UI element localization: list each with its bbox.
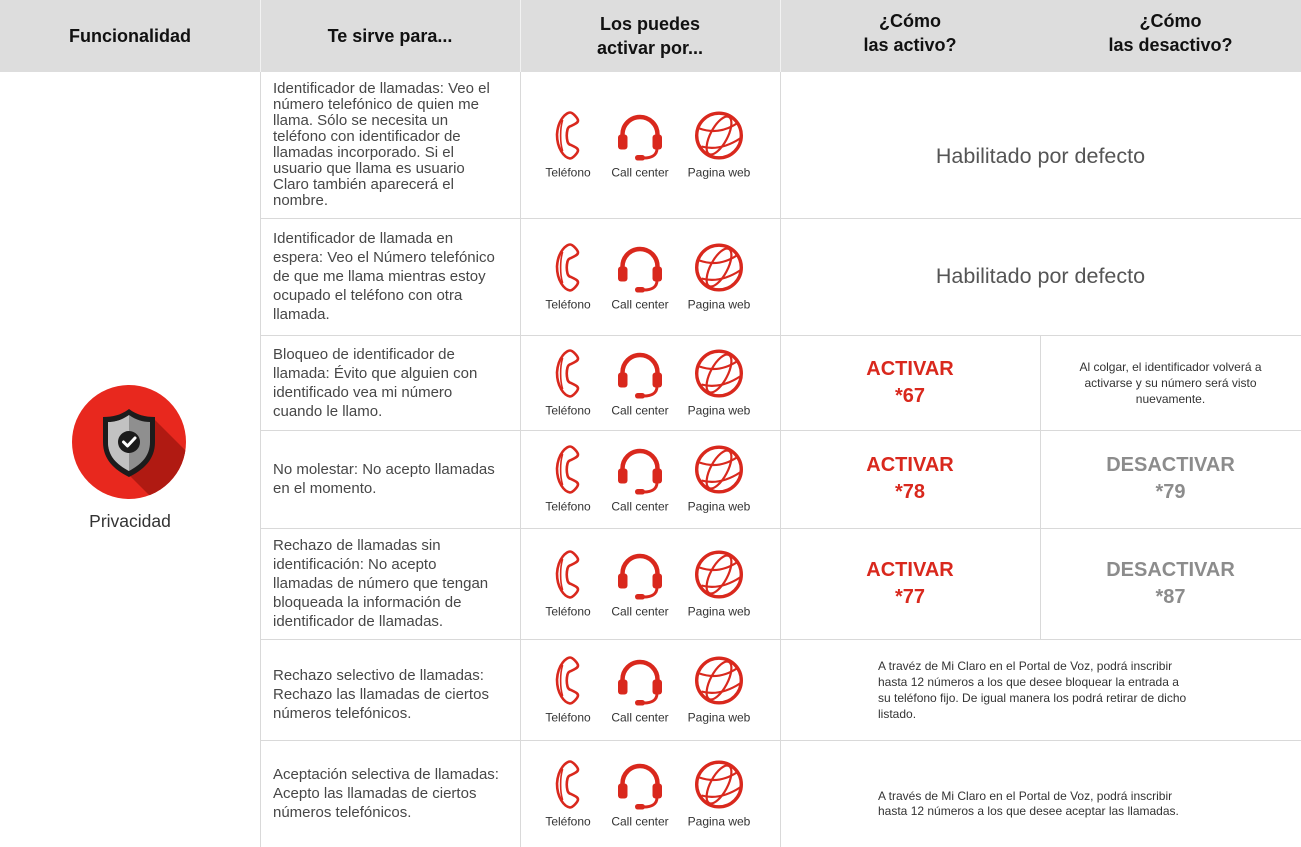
header-divider [520,0,521,72]
channel-phone [528,111,608,180]
channel-phone [528,348,608,417]
phone-icon [543,759,593,809]
activate-star-code: *67 [894,384,926,407]
deactivate-code [1040,528,1301,639]
channel-label: Teléfono [545,814,591,828]
activation-channels [520,528,780,639]
phone-icon [543,445,593,495]
phone-icon [543,111,593,161]
globe-icon [694,655,744,705]
header-funcionalidad: Funcionalidad [68,26,191,46]
headset-icon [615,445,665,495]
channel-label: Call center [611,814,669,828]
activation-channels [520,218,780,335]
header-divider [780,0,781,72]
channel-web [679,549,759,618]
channel-web [679,242,759,311]
phone-icon [543,655,593,705]
headset-icon [615,242,665,292]
channel-label: Pagina web [687,499,751,514]
header-como-activo: ¿Cómo las activo? [863,10,957,55]
channel-web [679,111,759,180]
activate-code [780,335,1040,430]
activation-channels [520,740,780,847]
headset-icon [615,111,665,161]
activation-channels [520,639,780,740]
channel-phone [528,549,608,618]
instructions-note: A travéz de Mi Claro en el Portal de Voz, podrá inscribir hasta 12 números a los que desee bloquear la entrada a su teléfono fijo. De igual manera los podrá retirar de dicho listado. [878,658,1187,721]
deactivate-code [1040,430,1301,528]
channel-label: Pagina web [687,604,751,618]
channel-label: Teléfono [545,604,591,618]
channel-phone [528,242,608,311]
activation-channels [520,335,780,430]
table-row [0,639,1301,740]
activate-code [780,528,1040,639]
default-status: Habilitado por defecto [935,264,1146,288]
headset-icon [615,655,665,705]
channel-label: Pagina web [687,297,751,311]
header-te-sirve-para: Te sirve para... [327,26,453,46]
globe-icon [694,759,744,809]
feature-description: Identificador de llamada en espera: Veo el Número telefónico de que me llama mientras estoy ocupado el teléfono con otra llamada. [273,230,495,323]
globe-icon [694,549,744,599]
channel-label: Teléfono [545,710,591,724]
table-row [0,72,1301,218]
activate-code [780,430,1040,528]
table-row [0,740,1301,847]
channel-phone [528,445,608,514]
globe-icon [694,445,744,495]
table-row [0,335,1301,430]
activation-channels [520,430,780,528]
feature-description: Aceptación selectiva de llamadas: Acepto las llamadas de ciertos números telefónicos. [273,766,499,821]
feature-description: Bloqueo de identificador de llamada: Évito que alguien con identificado vea mi número cuando le llamo. [273,345,478,420]
channel-label: Pagina web [687,710,751,724]
activate-star-code: *77 [894,585,926,608]
deactivate-star-code: *87 [1155,585,1186,608]
channel-label: Pagina web [687,814,751,828]
channel-label: Teléfono [545,499,591,514]
channel-label: Call center [611,604,669,618]
phone-icon [543,242,593,292]
activate-label: ACTIVAR [866,558,954,581]
header-divider [260,0,261,72]
channel-label: Teléfono [545,165,591,180]
deactivate-label: DESACTIVAR [1106,558,1235,581]
feature-description: Rechazo selectivo de llamadas: Rechazo las llamadas de ciertos números telefónicos. [273,667,489,722]
feature-description: Rechazo de llamadas sin identificación: No acepto llamadas de número que tengan bloqueada la información de identificador de llamadas. [273,537,489,630]
channel-call-center [600,111,680,180]
activate-label: ACTIVAR [866,454,954,476]
header-activar-por: Los puedes activar por... [596,14,704,58]
channel-label: Call center [611,499,669,514]
deactivate-note: Al colgar, el identificador volverá a activarse y su número será visto nuevamente. [1079,359,1262,406]
globe-icon [694,348,744,398]
channel-phone [528,759,608,828]
channel-label: Pagina web [687,403,751,417]
feature-description: Identificador de llamadas: Veo el número telefónico de quien me llama. Sólo se necesita un teléfono con identificador de llamadas incorporado. Si el usuario que llama es usuario Claro también aparecerá el nombre. [273,80,490,209]
channel-call-center [600,655,680,724]
channel-phone [528,655,608,724]
globe-icon [694,242,744,292]
channel-label: Call center [611,403,669,417]
channel-label: Call center [611,297,669,311]
channel-web [679,348,759,417]
default-status: Habilitado por defecto [935,143,1146,168]
phone-icon [543,549,593,599]
channel-web [679,445,759,514]
feature-description: No molestar: No acepto llamadas en el momento. [273,461,495,497]
table-header [0,0,1301,72]
globe-icon [694,111,744,161]
channel-call-center [600,759,680,828]
channel-web [679,759,759,828]
activation-channels [520,72,780,218]
table-row [0,218,1301,335]
channel-label: Teléfono [545,403,591,417]
activate-star-code: *78 [894,481,926,503]
header-como-desactivo: ¿Cómo las desactivo? [1108,10,1233,55]
channel-call-center [600,242,680,311]
channel-label: Teléfono [545,297,591,311]
activate-label: ACTIVAR [866,357,954,380]
channel-label: Pagina web [687,165,751,180]
channel-call-center [600,348,680,417]
phone-icon [543,348,593,398]
feature-name: Privacidad [89,511,171,531]
channel-label: Call center [611,165,669,180]
table-row [0,430,1301,528]
deactivate-star-code: *79 [1155,481,1186,503]
headset-icon [615,549,665,599]
channel-web [679,655,759,724]
table-row [0,528,1301,639]
channel-call-center [600,549,680,618]
headset-icon [615,759,665,809]
headset-icon [615,348,665,398]
channel-call-center [600,445,680,514]
instructions-note: A través de Mi Claro en el Portal de Voz, podrá inscribir hasta 12 números a los que desee aceptar las llamadas. [878,788,1179,818]
deactivate-label: DESACTIVAR [1106,454,1235,476]
channel-label: Call center [611,710,669,724]
